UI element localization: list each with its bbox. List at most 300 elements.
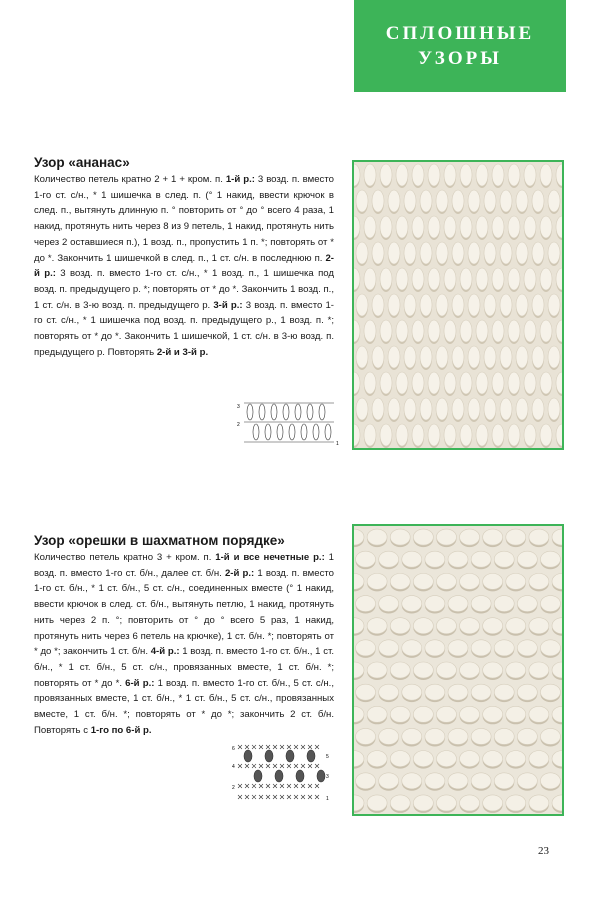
yarn-bobble (460, 320, 472, 342)
yarn-bobble (412, 164, 424, 186)
yarn-bobble (402, 596, 422, 612)
sc-symbol (245, 784, 249, 788)
bobble-symbol (307, 404, 313, 420)
yarn-bobble (390, 573, 410, 589)
yarn-bobble (492, 424, 504, 446)
yarn-bobble (396, 320, 408, 342)
sc-symbol (252, 764, 256, 768)
yarn-bobble (508, 372, 520, 394)
yarn-bobble (372, 294, 384, 316)
yarn-bobble (356, 294, 368, 316)
puff-symbol (265, 750, 273, 762)
yarn-bobble (508, 216, 520, 238)
sc-symbol (273, 764, 277, 768)
bobble-symbol (289, 424, 295, 440)
pattern2-text-run: 1-го по 6-й р. (90, 724, 152, 736)
yarn-bobble (364, 268, 376, 290)
yarn-bobble (516, 294, 528, 316)
sc-symbol (294, 764, 298, 768)
yarn-bobble (404, 190, 416, 212)
sc-symbol (259, 745, 263, 749)
yarn-bobble (380, 216, 392, 238)
yarn-bobble (532, 190, 544, 212)
yarn-bobble (471, 596, 491, 612)
yarn-bobble (448, 773, 468, 789)
yarn-bobble (476, 164, 488, 186)
yarn-bobble (460, 618, 480, 634)
puff-symbol (307, 750, 315, 762)
yarn-bobble (413, 662, 433, 678)
yarn-bobble (356, 728, 376, 744)
yarn-bobble (396, 268, 408, 290)
yarn-bobble (516, 346, 528, 368)
yarn-bobble (444, 320, 456, 342)
yarn-bobble (402, 551, 422, 567)
yarn-bobble (448, 640, 468, 656)
yarn-bobble (356, 190, 368, 212)
yarn-bobble (412, 320, 424, 342)
yarn-bobble (452, 190, 464, 212)
yarn-bobble (364, 216, 376, 238)
yarn-bobble (425, 640, 445, 656)
yarn-bobble (413, 618, 433, 634)
yarn-bobble (548, 190, 560, 212)
yarn-bobble (517, 640, 537, 656)
yarn-bobble (413, 529, 433, 545)
yarn-bobble (494, 684, 514, 700)
yarn-bobble (402, 684, 422, 700)
pattern1-chart (236, 398, 340, 450)
bobble-symbol (247, 404, 253, 420)
yarn-bobble (367, 529, 387, 545)
yarn-bobble (471, 728, 491, 744)
yarn-bobble (476, 216, 488, 238)
section-title-line2: УЗОРЫ (418, 48, 502, 69)
yarn-bobble (364, 372, 376, 394)
sc-symbol (308, 784, 312, 788)
yarn-bobble (483, 706, 503, 722)
yarn-bobble (540, 268, 552, 290)
p1-row-label-2: 2 (237, 422, 240, 428)
yarn-bobble (460, 795, 480, 811)
yarn-bobble (517, 684, 537, 700)
bobble-symbol (253, 424, 259, 440)
yarn-bobble (428, 216, 440, 238)
yarn-bobble (425, 728, 445, 744)
yarn-bobble (367, 751, 387, 767)
yarn-bobble (516, 190, 528, 212)
yarn-bobble (425, 684, 445, 700)
pattern2-instructions (34, 550, 334, 738)
sc-symbol (294, 745, 298, 749)
yarn-bobble (524, 320, 536, 342)
yarn-bobble (492, 268, 504, 290)
puff-symbol (244, 750, 252, 762)
yarn-bobble (508, 320, 520, 342)
sc-symbol (308, 764, 312, 768)
yarn-bobble (529, 662, 549, 678)
yarn-bobble (529, 706, 549, 722)
yarn-bobble (436, 573, 456, 589)
yarn-bobble (500, 398, 512, 420)
yarn-bobble (396, 424, 408, 446)
yarn-bobble (404, 242, 416, 264)
yarn-bobble (471, 684, 491, 700)
yarn-bobble (492, 320, 504, 342)
yarn-bobble (506, 706, 526, 722)
yarn-bobble (428, 372, 440, 394)
p2-row-label-5: 5 (326, 754, 329, 760)
yarn-bobble (413, 706, 433, 722)
yarn-bobble (484, 398, 496, 420)
section-title-line1: СПЛОШНЫЕ (385, 23, 535, 44)
yarn-bobble (448, 728, 468, 744)
yarn-bobble (388, 242, 400, 264)
yarn-bobble (540, 684, 560, 700)
yarn-bobble (529, 751, 549, 767)
yarn-bobble (468, 294, 480, 316)
yarn-bobble (452, 294, 464, 316)
sc-symbol (266, 795, 270, 799)
yarn-bobble (436, 242, 448, 264)
yarn-bobble (428, 164, 440, 186)
yarn-bobble (388, 190, 400, 212)
yarn-bobble (460, 216, 472, 238)
yarn-bobble (506, 529, 526, 545)
yarn-bobble (506, 751, 526, 767)
yarn-bobble (379, 596, 399, 612)
yarn-bobble (484, 190, 496, 212)
yarn-bobble (506, 618, 526, 634)
yarn-bobble (390, 662, 410, 678)
pattern2-title: Узор «орешки в шахматном порядке» (34, 533, 285, 548)
yarn-bobble (372, 346, 384, 368)
yarn-bobble (425, 551, 445, 567)
pattern2-text-run: 2-й р.: (224, 567, 255, 579)
sc-symbol (252, 795, 256, 799)
yarn-bobble (444, 268, 456, 290)
yarn-bobble (494, 551, 514, 567)
pattern1-instructions (34, 172, 334, 360)
sc-symbol (245, 795, 249, 799)
yarn-bobble (404, 294, 416, 316)
sc-symbol (308, 795, 312, 799)
yarn-bobble (468, 242, 480, 264)
yarn-bobble (540, 596, 560, 612)
yarn-bobble (436, 662, 456, 678)
yarn-bobble (529, 795, 549, 811)
yarn-bobble (356, 346, 368, 368)
yarn-bobble (460, 573, 480, 589)
yarn-bobble (420, 190, 432, 212)
yarn-bobble (524, 216, 536, 238)
yarn-bobble (506, 573, 526, 589)
yarn-bobble (516, 398, 528, 420)
sc-symbol (273, 784, 277, 788)
sc-symbol (315, 795, 319, 799)
yarn-bobble (524, 164, 536, 186)
yarn-bobble (483, 795, 503, 811)
sc-symbol (315, 764, 319, 768)
yarn-bobble (436, 398, 448, 420)
yarn-bobble (380, 372, 392, 394)
yarn-bobble (540, 640, 560, 656)
yarn-bobble (492, 164, 504, 186)
yarn-bobble (517, 773, 537, 789)
yarn-bobble (508, 424, 520, 446)
section-banner (354, 0, 566, 92)
bobble-symbol (283, 404, 289, 420)
yarn-bobble (367, 618, 387, 634)
yarn-bobble (483, 529, 503, 545)
yarn-bobble (460, 372, 472, 394)
yarn-bobble (444, 424, 456, 446)
yarn-bobble (413, 795, 433, 811)
yarn-bobble (380, 320, 392, 342)
yarn-bobble (506, 662, 526, 678)
sc-symbol (280, 764, 284, 768)
page-number: 23 (538, 845, 549, 857)
puff-symbol (275, 770, 283, 782)
yarn-bobble (436, 795, 456, 811)
sc-symbol (266, 784, 270, 788)
yarn-bobble (524, 372, 536, 394)
yarn-bobble (420, 346, 432, 368)
pattern1-text-run: 3-й р.: (213, 299, 243, 311)
yarn-bobble (483, 573, 503, 589)
puff-symbol (286, 750, 294, 762)
yarn-bobble (460, 751, 480, 767)
yarn-bobble (425, 773, 445, 789)
yarn-bobble (517, 728, 537, 744)
yarn-bobble (532, 346, 544, 368)
pattern1-text-run: 1-й р.: (225, 174, 255, 185)
yarn-bobble (494, 596, 514, 612)
yarn-bobble (468, 398, 480, 420)
sc-symbol (273, 795, 277, 799)
yarn-bobble (364, 424, 376, 446)
pattern2-photo (352, 524, 564, 816)
yarn-bobble (396, 372, 408, 394)
p1-row-label-1: 1 (336, 441, 339, 447)
pattern1-title: Узор «ананас» (34, 155, 130, 170)
yarn-bobble (460, 706, 480, 722)
sc-symbol (266, 764, 270, 768)
yarn-bobble (444, 372, 456, 394)
yarn-bobble (420, 294, 432, 316)
yarn-bobble (476, 424, 488, 446)
yarn-bobble (500, 346, 512, 368)
sc-symbol (301, 764, 305, 768)
yarn-bobble (379, 640, 399, 656)
yarn-bobble (460, 164, 472, 186)
sc-symbol (238, 795, 242, 799)
yarn-bobble (356, 242, 368, 264)
yarn-bobble (436, 618, 456, 634)
bobble-symbol (301, 424, 307, 440)
yarn-bobble (452, 346, 464, 368)
yarn-bobble (500, 242, 512, 264)
yarn-bobble (476, 372, 488, 394)
yarn-bobble (483, 662, 503, 678)
sc-symbol (287, 795, 291, 799)
yarn-bobble (420, 398, 432, 420)
yarn-bobble (460, 424, 472, 446)
yarn-bobble (448, 596, 468, 612)
yarn-bobble (524, 424, 536, 446)
yarn-bobble (468, 346, 480, 368)
yarn-bobble (483, 618, 503, 634)
yarn-bobble (413, 573, 433, 589)
sc-symbol (252, 745, 256, 749)
p1-row-label-3: 3 (237, 404, 240, 410)
sc-symbol (301, 784, 305, 788)
yarn-bobble (356, 596, 376, 612)
pattern1-text-run: 3 возд. п. вместо 1-го ст. с/н., * 1 шишечка под возд. п. предыдущего р., 1 возд. п. *; повторять от * до *. Закончить 1 шишечкой, 1 ст. с/н. в 3-ю возд. п. предыдущего р. Повторять (34, 299, 334, 358)
sc-symbol (259, 764, 263, 768)
yarn-bobble (413, 751, 433, 767)
sc-symbol (259, 795, 263, 799)
yarn-bobble (452, 242, 464, 264)
yarn-bobble (517, 551, 537, 567)
yarn-bobble (420, 242, 432, 264)
yarn-bobble (388, 398, 400, 420)
yarn-bobble (460, 529, 480, 545)
yarn-bobble (367, 795, 387, 811)
pattern1-text-run: 3 возд. п. вместо 1-го ст. с/н., * 1 шишечка в след. п. (° 1 накид, ввести крючок в след. п., вытянуть длинную п. ° повторить от ° до ° всего 4 раза, 1 накид, протянуть нить через 8 из 9 петель, 1 накид, протянуть нить через 2 оставшиеся п.), 1 возд. п., пропустить 1 п. *; повторять от * до *. Закончить 1 шишечкой в след. п., 1 ст. с/н. в последнюю п. (34, 174, 334, 264)
sc-symbol (273, 745, 277, 749)
yarn-bobble (548, 398, 560, 420)
yarn-bobble (471, 551, 491, 567)
yarn-bobble (506, 795, 526, 811)
yarn-bobble (428, 320, 440, 342)
yarn-bobble (380, 424, 392, 446)
yarn-bobble (436, 706, 456, 722)
yarn-bobble (396, 164, 408, 186)
yarn-bobble (364, 320, 376, 342)
yarn-bobble (402, 773, 422, 789)
pattern2-text-run: Количество петель кратно 3 + кром. п. (34, 552, 216, 563)
sc-symbol (315, 745, 319, 749)
yarn-bobble (548, 242, 560, 264)
yarn-bobble (508, 268, 520, 290)
yarn-bobble (540, 728, 560, 744)
yarn-bobble (404, 346, 416, 368)
yarn-bobble (390, 529, 410, 545)
yarn-bobble (548, 294, 560, 316)
yarn-bobble (529, 529, 549, 545)
yarn-bobble (364, 164, 376, 186)
yarn-bobble (468, 190, 480, 212)
yarn-bobble (356, 398, 368, 420)
yarn-bobble (448, 684, 468, 700)
yarn-bobble (367, 662, 387, 678)
yarn-bobble (379, 684, 399, 700)
yarn-bobble (529, 573, 549, 589)
yarn-bobble (436, 346, 448, 368)
yarn-bobble (548, 346, 560, 368)
pattern2-text-run: 1 возд. п. вместо 1-го ст. б/н., 5 ст. с/н., провязанных вместе, 1 ст. б/н., * 1 ст. б/н., 5 ст. с/н., провязанных вместе, 1 ст. б/н. *; повторять от * до *; закончить 2 ст. б/н. Повторять с (34, 677, 334, 736)
yarn-bobble (379, 551, 399, 567)
sc-symbol (287, 784, 291, 788)
yarn-bobble (508, 164, 520, 186)
sc-symbol (245, 745, 249, 749)
yarn-bobble (372, 242, 384, 264)
sc-symbol (294, 795, 298, 799)
yarn-bobble (516, 242, 528, 264)
yarn-bobble (540, 372, 552, 394)
bobble-symbol (265, 424, 271, 440)
yarn-bobble (388, 346, 400, 368)
yarn-bobble (356, 684, 376, 700)
yarn-bobble (460, 662, 480, 678)
bobble-symbol (295, 404, 301, 420)
yarn-bobble (436, 294, 448, 316)
yarn-bobble (412, 372, 424, 394)
pattern2-text-run: 1 возд. п. вместо 1-го ст. б/н., далее ст. б/н. (34, 552, 334, 579)
yarn-bobble (372, 398, 384, 420)
sc-symbol (287, 745, 291, 749)
yarn-bobble (494, 640, 514, 656)
yarn-bobble (436, 190, 448, 212)
yarn-bobble (471, 773, 491, 789)
bobble-symbol (325, 424, 331, 440)
yarn-bobble (402, 640, 422, 656)
p2-row-label-3: 3 (326, 774, 329, 780)
pattern2-chart (232, 741, 332, 807)
yarn-bobble (402, 728, 422, 744)
yarn-bobble (380, 268, 392, 290)
yarn-bobble (390, 618, 410, 634)
pattern2-text-run: 4-й р.: (150, 646, 180, 658)
sc-symbol (280, 784, 284, 788)
yarn-bobble (452, 398, 464, 420)
yarn-bobble (390, 706, 410, 722)
yarn-bobble (379, 728, 399, 744)
yarn-bobble (484, 242, 496, 264)
yarn-bobble (356, 773, 376, 789)
yarn-bobble (388, 294, 400, 316)
yarn-bobble (532, 294, 544, 316)
yarn-bobble (367, 573, 387, 589)
yarn-bobble (436, 751, 456, 767)
pattern1-text-run: 2-й р.: (34, 252, 334, 280)
sc-symbol (301, 795, 305, 799)
yarn-bobble (532, 242, 544, 264)
yarn-bobble (356, 640, 376, 656)
yarn-bobble (379, 773, 399, 789)
yarn-bobble (412, 424, 424, 446)
yarn-bobble (540, 551, 560, 567)
yarn-bobble (367, 706, 387, 722)
sc-symbol (238, 764, 242, 768)
yarn-bobble (428, 268, 440, 290)
pattern1-photo (352, 160, 564, 450)
sc-symbol (294, 784, 298, 788)
sc-symbol (301, 745, 305, 749)
yarn-bobble (471, 640, 491, 656)
bobble-symbol (277, 424, 283, 440)
pattern2-text-run: 1-й и все нечетные р.: (215, 552, 325, 563)
yarn-bobble (356, 551, 376, 567)
sc-symbol (266, 745, 270, 749)
yarn-bobble (540, 216, 552, 238)
yarn-bobble (460, 268, 472, 290)
yarn-bobble (444, 164, 456, 186)
yarn-bobble (529, 618, 549, 634)
yarn-bobble (380, 164, 392, 186)
sc-symbol (245, 764, 249, 768)
